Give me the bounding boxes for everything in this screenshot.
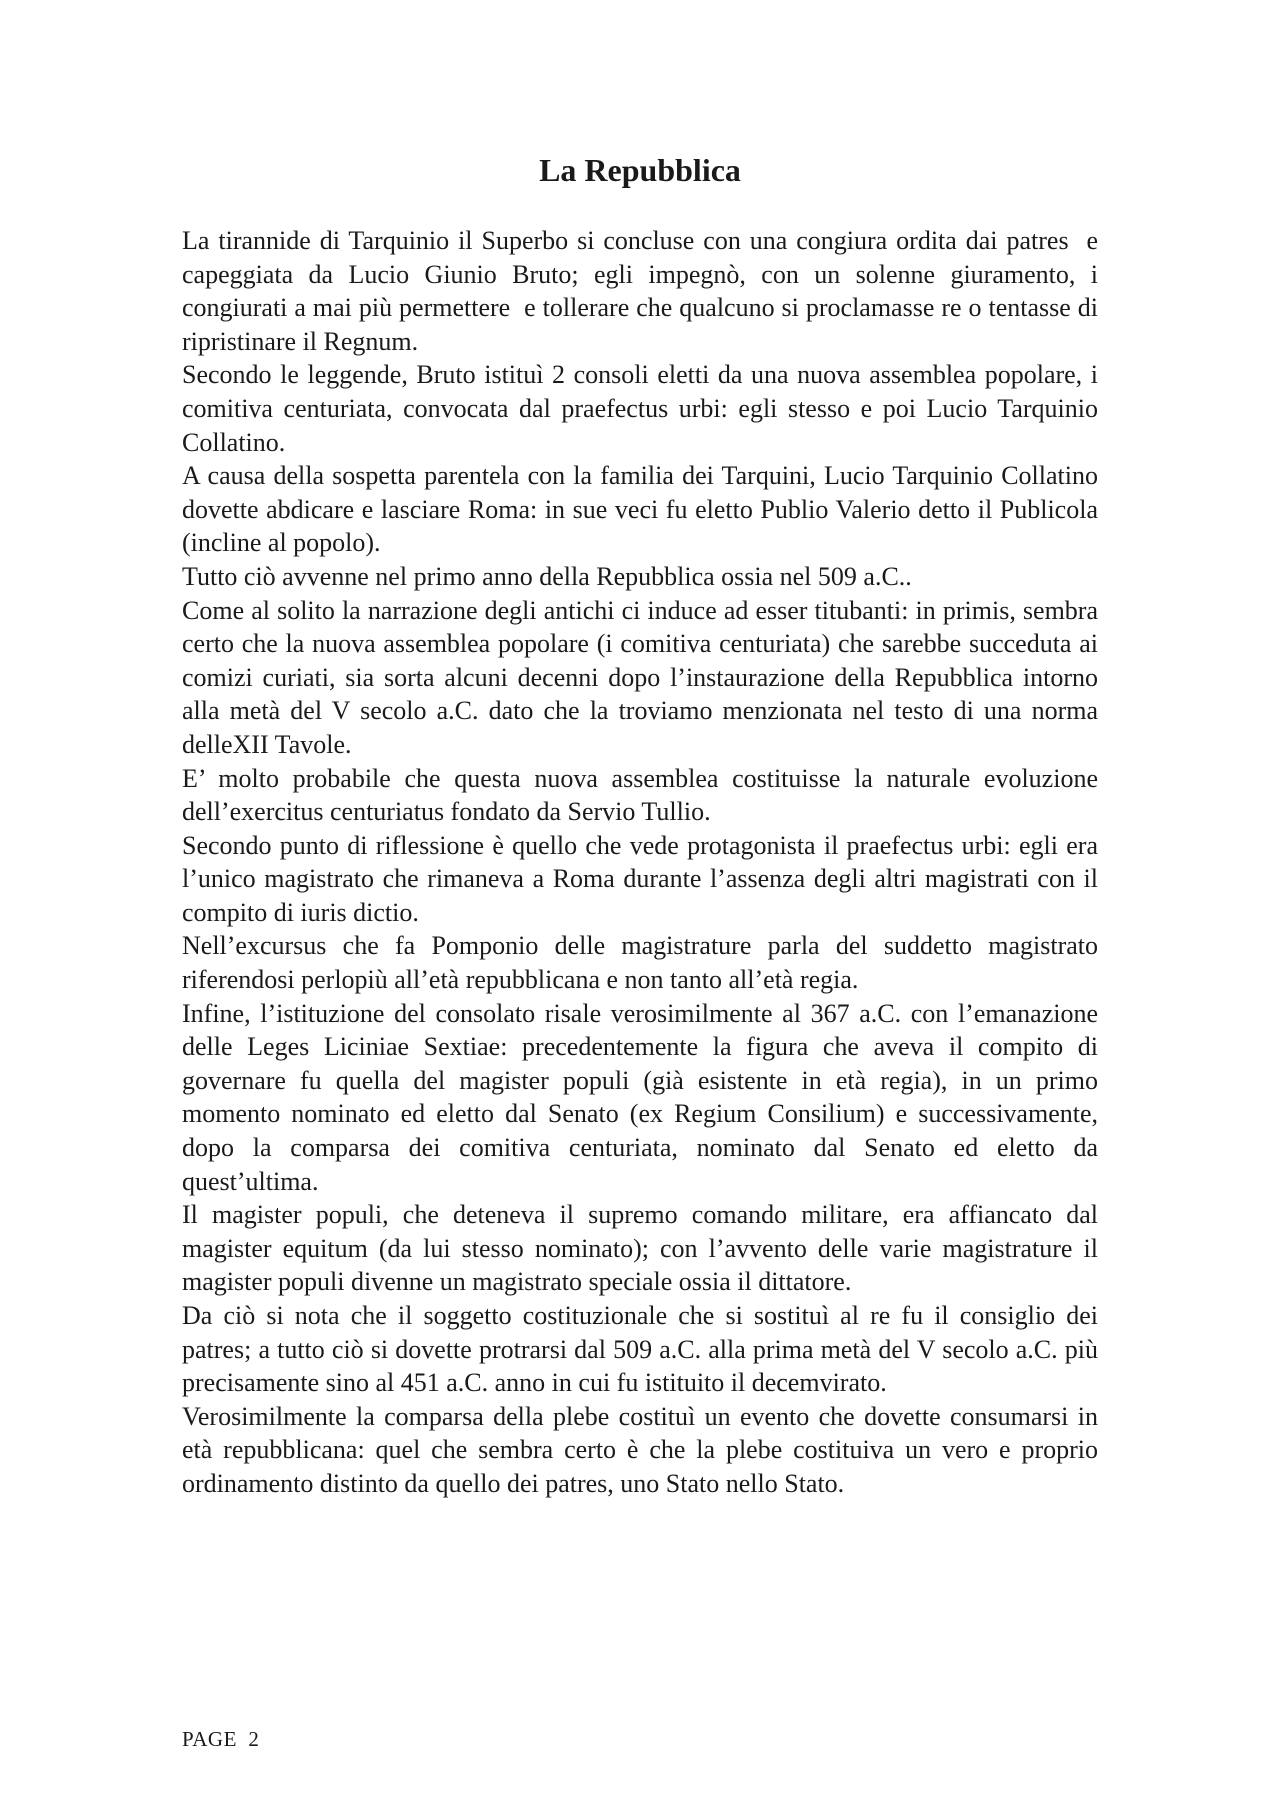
- paragraph: Nell’excursus che fa Pomponio delle magistrature parla del suddetto magistrato riferendosi perlopiù all’età repubblicana e non tanto all’età regia.: [182, 931, 1105, 995]
- paragraph: Secondo punto di riflessione è quello che vede protagonista il praefectus urbi: egli era l’unico magistrato che rimaneva a Roma durante l’assenza degli altri magistrati con il compito di iuris dictio.: [182, 830, 1105, 927]
- page-title: La Repubblica: [539, 152, 741, 188]
- paragraph: La tirannide di Tarquinio il Superbo si concluse con una congiura ordita dai patres e capeggiata da Lucio Giunio Bruto; egli impegnò, con un solenne giuramento, i congiurati a mai più permettere e tollerare che qualcuno si proclamasse re o tentasse di ripristinare il Regnum.: [182, 226, 1105, 356]
- paragraph: Secondo le leggende, Bruto istituì 2 consoli eletti da una nuova assemblea popolare, i comitiva centuriata, convocata dal praefectus urbi: egli stesso e poi Lucio Tarquinio Collatino.: [182, 360, 1105, 457]
- paragraph: Da ciò si nota che il soggetto costituzionale che si sostituì al re fu il consiglio dei patres; a tutto ciò si dovette protrarsi dal 509 a.C. alla prima metà del V secolo a.C. più precisamente sino al 451 a.C. anno in cui fu istituito il decemvirato.: [182, 1301, 1105, 1398]
- paragraph: Il magister populi, che deteneva il supremo comando militare, era affiancato dal magister equitum (da lui stesso nominato); con l’avvento delle varie magistrature il magister populi divenne un magistrato speciale ossia il dittatore.: [182, 1200, 1105, 1297]
- paragraph: Infine, l’istituzione del consolato risale verosimilmente al 367 a.C. con l’emanazione delle Leges Liciniae Sextiae: precedentemente la figura che aveva il compito di governare fu quella del magister populi (già esistente in età regia), in un primo momento nominato ed eletto dal Senato (ex Regium Consilium) e successivamente, dopo la comparsa dei comitiva centuriata, nominato dal Senato ed eletto da quest’ultima.: [182, 998, 1105, 1196]
- page-number: PAGE 2: [182, 1727, 260, 1751]
- document-body: [182, 224, 1105, 1501]
- paragraph: Come al solito la narrazione degli antichi ci induce ad esser titubanti: in primis, sembra certo che la nuova assemblea popolare (i comitiva centuriata) che sarebbe succeduta ai comizi curiati, sia sorta alcuni decenni dopo l’instaurazione della Repubblica intorno alla metà del V secolo a.C. dato che la troviamo menzionata nel testo di una norma delleXII Tavole.: [182, 595, 1105, 759]
- paragraph: A causa della sospetta parentela con la familia dei Tarquini, Lucio Tarquinio Collatino dovette abdicare e lasciare Roma: in sue veci fu eletto Publio Valerio detto il Publicola (incline al popolo).: [182, 461, 1105, 558]
- paragraph: E’ molto probabile che questa nuova assemblea costituisse la naturale evoluzione dell’exercitus centuriatus fondato da Servio Tullio.: [182, 763, 1105, 827]
- paragraph: Tutto ciò avvenne nel primo anno della Repubblica ossia nel 509 a.C..: [182, 561, 912, 591]
- paragraph: Verosimilmente la comparsa della plebe costituì un evento che dovette consumarsi in età repubblicana: quel che sembra certo è che la plebe costituiva un vero e proprio ordinamento distinto da quello dei patres, uno Stato nello Stato.: [182, 1401, 1105, 1498]
